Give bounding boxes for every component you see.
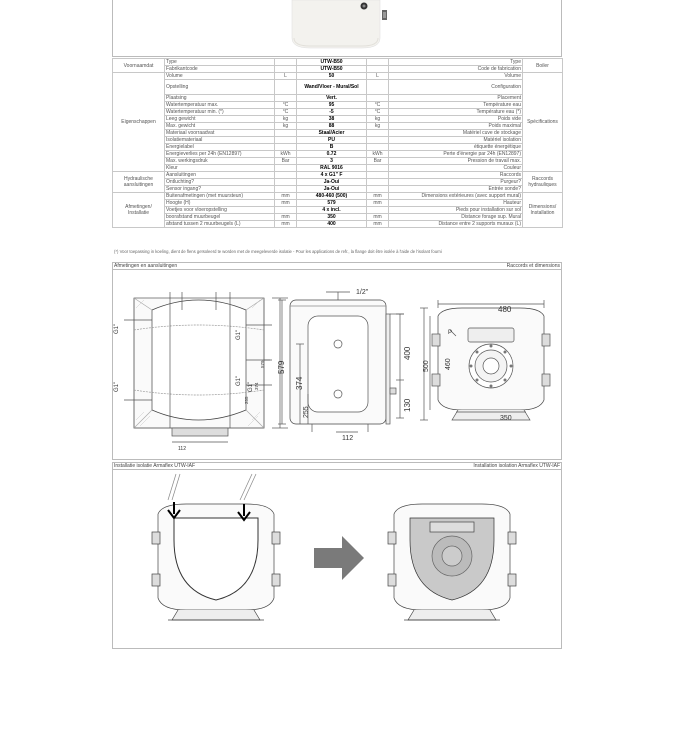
spec-unit-left: mm [275,221,297,228]
spec-value: Ja-Oui [297,186,367,193]
spec-row [113,130,563,137]
d255-small-label: 255 [244,396,249,404]
spec-label-nl: Sensor ingang? [165,186,275,193]
spec-label-nl: Max. gewicht [165,123,275,130]
spec-label-fr: Matériel isolation [389,137,523,144]
installation-drawing [112,470,562,648]
spec-value: 350 [297,214,367,221]
spec-label-nl: Watertemperatuur max. [165,102,275,109]
spec-value: 4 x incl. [297,207,367,214]
spec-group-label-nl: Eigenschappen [113,73,165,172]
spec-label-nl: Watertemperatuur min. (*) [165,109,275,116]
spec-unit-left: L [275,73,297,80]
spec-value: 4 x G1" F [297,172,367,179]
spec-unit-left [275,186,297,193]
spec-row [113,59,563,66]
spec-row [113,109,563,116]
spec-unit-right [367,80,389,95]
spec-value: UTW-B50 [297,66,367,73]
spec-unit-left [275,144,297,151]
spec-label-nl: Isolatiemateriaal [165,137,275,144]
spec-unit-left: mm [275,193,297,200]
spec-unit-right: kWh [367,151,389,158]
spec-unit-right: kg [367,123,389,130]
spec-value: 50 [297,73,367,80]
spec-label-fr: étiquette énergétique [389,144,523,151]
process-arrow-icon [314,536,364,580]
spec-row [113,165,563,172]
spec-unit-left: kg [275,123,297,130]
spec-value: Vert. [297,95,367,102]
d350-label: 350 [500,415,512,422]
footnote: (*) Voor toepassing in koeling, dient de flens geïsoleerd te worden met de meegeleverde isolatie - Pour les applications de refr., la flange doit être isolée à l'aide de l'isolant fourni [114,249,442,254]
spec-value: 579 [297,200,367,207]
spec-row [113,193,563,200]
g1-mid2-label: G1" [248,381,254,392]
spec-value: UTW-B50 [297,59,367,66]
spec-unit-right: mm [367,193,389,200]
spec-row [113,172,563,179]
spec-value: B [297,144,367,151]
spec-row [113,102,563,109]
installation-title-nl: Installatie isolatie Armaflex UTW-IAF [114,463,196,469]
spec-row [113,95,563,102]
spec-label-nl: Hoogte (H) [165,200,275,207]
spec-unit-left [275,137,297,144]
spec-unit-left [275,207,297,214]
spec-row [113,137,563,144]
spec-unit-left: °C [275,102,297,109]
spec-unit-right: Bar [367,158,389,165]
spec-label-nl: Plaatsing [165,95,275,102]
boiler-after-insulation [388,504,516,620]
spec-label-fr: Hauteur [389,200,523,207]
spec-row [113,73,563,80]
spec-unit-right: mm [367,214,389,221]
spec-label-nl: Type [165,59,275,66]
d374-small-label: 374 [254,382,259,390]
spec-value: 95 [297,102,367,109]
d460-label: 460 [445,358,452,370]
spec-row [113,179,563,186]
spec-label-fr: Volume [389,73,523,80]
spec-unit-right [367,130,389,137]
spec-value: Staal/Acier [297,130,367,137]
spec-unit-left [275,130,297,137]
spec-label-nl: Kleur [165,165,275,172]
spec-row [113,207,563,214]
spec-label-fr: Distance entre 2 supports muraux (L) [389,221,523,228]
spec-label-fr: Entrée sonde? [389,186,523,193]
dimensions-title-fr: Raccords et dimensions [506,263,560,269]
spec-unit-left [275,179,297,186]
spec-unit-right: °C [367,102,389,109]
spec-value: 480-460 (500) [297,193,367,200]
spec-value: 400 [297,221,367,228]
spec-value: 38 [297,116,367,123]
spec-unit-left [275,95,297,102]
half-inch-label: 1/2" [356,289,369,296]
spec-label-nl: Opstelling [165,80,275,95]
spec-row [113,151,563,158]
spec-unit-right [367,207,389,214]
spec-label-fr: Configuration [389,80,523,95]
g1-bottom-left-label: G1" [114,381,120,392]
product-photo [280,0,390,55]
spec-row [113,80,563,95]
spec-unit-left [275,165,297,172]
spec-unit-left [275,80,297,95]
spec-label-fr: Distance forage sup. Mural [389,214,523,221]
spec-table [112,58,563,228]
spec-group-label-fr: Spécifications [523,73,563,172]
spec-unit-right: mm [367,221,389,228]
spec-unit-right: mm [367,200,389,207]
spec-unit-right [367,186,389,193]
d255-label: 255 [303,406,310,418]
spec-label-nl: Voetjes voor vloeropstelling [165,207,275,214]
spec-unit-left: mm [275,200,297,207]
spec-unit-right [367,144,389,151]
g1-top-right-label: G1" [236,329,242,340]
spec-label-fr: Code de fabrication [389,66,523,73]
spec-label-nl: Fabrikantcode [165,66,275,73]
spec-label-fr: Purgeur? [389,179,523,186]
spec-unit-left: Bar [275,158,297,165]
spec-unit-right [367,165,389,172]
d400-label: 400 [403,346,412,360]
spec-row [113,144,563,151]
spec-label-fr: Matériel cuve de stockage [389,130,523,137]
spec-value: PU [297,137,367,144]
spec-label-nl: Buitenafmetingen (met muursteun) [165,193,275,200]
spec-label-nl: Energielabel [165,144,275,151]
spec-group-label-fr: Dimensions/ Installation [523,193,563,228]
dimensions-drawing [112,270,562,458]
spec-unit-right [367,179,389,186]
d374-label: 374 [295,376,304,390]
spec-group-label-nl: Afmetingen/ Installatie [113,193,165,228]
d112-a-label: 112 [178,446,186,452]
spec-group-label-nl: Hydraulische aansluitingen [113,172,165,193]
spec-label-fr: Pression de travail max. [389,158,523,165]
spec-unit-right: °C [367,109,389,116]
spec-unit-left [275,66,297,73]
spec-label-fr: Perte d'énergie par 24h (EN12897) [389,151,523,158]
spec-label-nl: Leeg gewicht [165,116,275,123]
spec-unit-right [367,137,389,144]
spec-value: RAL 9016 [297,165,367,172]
spec-label-fr: Pieds pour installation sur sol [389,207,523,214]
spec-unit-left: °C [275,109,297,116]
d112-b-label: 112 [342,435,354,442]
spec-unit-right [367,66,389,73]
spec-label-nl: Aansluitingen [165,172,275,179]
dimensions-title-nl: Afmetingen en aansluitingen [114,263,178,269]
boiler-before-insulation [152,474,280,620]
spec-unit-right: L [367,73,389,80]
d579-small-label: 579 [260,360,265,368]
g1-top-left-label: G1" [114,323,120,334]
spec-row [113,158,563,165]
spec-label-fr: Température eau (*) [389,109,523,116]
spec-unit-left: kWh [275,151,297,158]
spec-row [113,66,563,73]
spec-value: Wand/Vloer - Mural/Sol [297,80,367,95]
spec-value: -5 [297,109,367,116]
spec-label-fr: Raccords [389,172,523,179]
spec-row [113,214,563,221]
spec-value: Ja-Oui [297,179,367,186]
front-view-right [420,300,550,420]
spec-label-nl: Energieverlies per 24h (EN12897) [165,151,275,158]
spec-unit-right [367,172,389,179]
d480-label: 480 [498,305,512,314]
spec-unit-left: mm [275,214,297,221]
spec-unit-right [367,59,389,66]
spec-label-nl: Volume [165,73,275,80]
g1-mid-label: G1" [236,375,242,386]
spec-unit-right [367,95,389,102]
spec-group-label-fr: Boiler [523,59,563,73]
spec-unit-left: kg [275,116,297,123]
spec-value: 3 [297,158,367,165]
d130-label: 130 [403,398,412,412]
d500-label: 500 [423,360,430,372]
spec-group-label-fr: Raccords hydrauliques [523,172,563,193]
spec-row [113,116,563,123]
d579-label: 579 [277,360,286,374]
spec-label-nl: Max. werkingsdruk [165,158,275,165]
spec-label-nl: afstand tussen 2 muurbeugels (L) [165,221,275,228]
side-view-middle [278,292,404,432]
spec-unit-right: kg [367,116,389,123]
spec-label-nl: Materiaal voorraadvat [165,130,275,137]
spec-unit-left [275,172,297,179]
spec-row [113,200,563,207]
spec-row [113,186,563,193]
spec-label-fr: Température eau [389,102,523,109]
spec-label-fr: Dimensions extérieures (avec support mural) [389,193,523,200]
spec-group-label-nl: Voornaamdat [113,59,165,73]
p-label: P [448,330,453,336]
spec-label-nl: Ontluchting? [165,179,275,186]
installation-title-fr: Installation isolation Armaflex UTW-IAF [473,463,560,469]
spec-label-fr: Couleur [389,165,523,172]
spec-value: 0.72 [297,151,367,158]
spec-row [113,123,563,130]
spec-label-fr: Poids vide [389,116,523,123]
spec-value: 88 [297,123,367,130]
spec-row [113,221,563,228]
spec-label-fr: Placement [389,95,523,102]
spec-label-fr: Type [389,59,523,66]
spec-label-nl: boorafstand muurbeugel [165,214,275,221]
spec-label-fr: Poids maximal [389,123,523,130]
spec-unit-left [275,59,297,66]
